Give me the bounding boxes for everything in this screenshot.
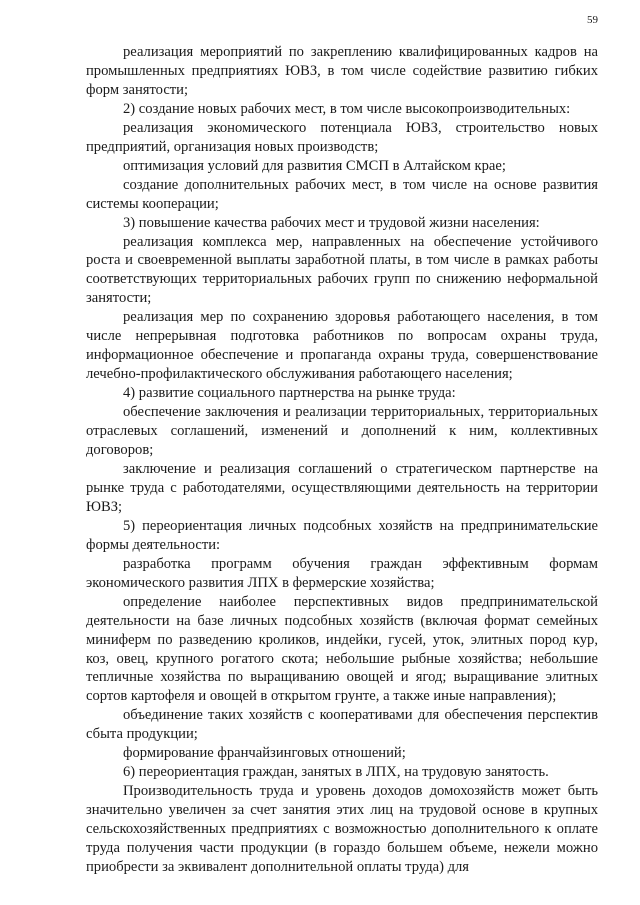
paragraph-14: определение наиболее перспективных видов предпринимательской деятельности на базе личных подсобных хозяйств (включая формат семейных миниферм по разведению кроликов, индейки, гусей, уток, элитных пород кур, коз, овец, крупного рогатого скота; небольшие рыбные хозяйства; небольшие тепличные хозяйства по выращиванию овощей и ягод; выращивание элитных сортов картофеля и овощей в открытом грунте, а также иные направления);	[86, 593, 598, 705]
paragraph-17: 6) переориентация граждан, занятых в ЛПХ, на трудовую занятость.	[123, 764, 549, 781]
paragraph-15: объединение таких хозяйств с кооперативами для обеспечения перспектив сбыта продукции;	[86, 707, 598, 743]
paragraph-10: обеспечение заключения и реализации территориальных, территориальных отраслевых соглашений, изменений и дополнений к ним, коллективных договоров;	[86, 404, 598, 459]
paragraph-3: реализация экономического потенциала ЮВЗ, строительство новых предприятий, организация новых производств;	[86, 119, 598, 155]
body-text	[86, 43, 598, 877]
paragraph-5: создание дополнительных рабочих мест, в том числе на основе развития системы кооперации;	[86, 176, 598, 212]
paragraph-11: заключение и реализация соглашений о стратегическом партнерстве на рынке труда с работодателями, осуществляющими деятельность на территории ЮВЗ;	[86, 460, 598, 515]
paragraph-8: реализация мер по сохранению здоровья работающего населения, в том числе непрерывная подготовка работников по вопросам охраны труда, информационное обеспечение и пропаганда охраны труда, совершенствование лечебно-профилактического обслуживания работающего населения;	[86, 309, 598, 383]
paragraph-12: 5) переориентация личных подсобных хозяйств на предпринимательские формы деятельности:	[86, 517, 598, 553]
paragraph-9: 4) развитие социального партнерства на рынке труда:	[123, 385, 456, 402]
paragraph-7: реализация комплекса мер, направленных на обеспечение устойчивого роста и своевременной выплаты заработной платы, в том числе в рамках работы соответствующих территориальных рабочих групп по снижению неформальной занятости;	[86, 233, 598, 307]
paragraph-6: 3) повышение качества рабочих мест и трудовой жизни населения:	[123, 214, 540, 231]
page-number: 59	[587, 14, 598, 26]
paragraph-16: формирование франчайзинговых отношений;	[123, 745, 406, 762]
paragraph-18: Производительность труда и уровень доходов домохозяйств может быть значительно увеличен за счет занятия этих лиц на трудовой основе в крупных сельскохозяйственных предприятиях с возможностью дополнительного к оплате труда получения части продукции (в гораздо большем объеме, нежели можно приобрести за эквивалент дополнительной оплаты труда) для	[86, 783, 598, 875]
paragraph-13: разработка программ обучения граждан эффективным формам экономического развития ЛПХ в фермерские хозяйства;	[86, 555, 598, 591]
paragraph-2: 2) создание новых рабочих мест, в том числе высокопроизводительных:	[123, 100, 571, 117]
paragraph-1: реализация мероприятий по закреплению квалифицированных кадров на промышленных предприятиях ЮВЗ, в том числе содействие развитию гибких форм занятости;	[86, 44, 598, 98]
paragraph-4: оптимизация условий для развития СМСП в Алтайском крае;	[123, 157, 506, 174]
